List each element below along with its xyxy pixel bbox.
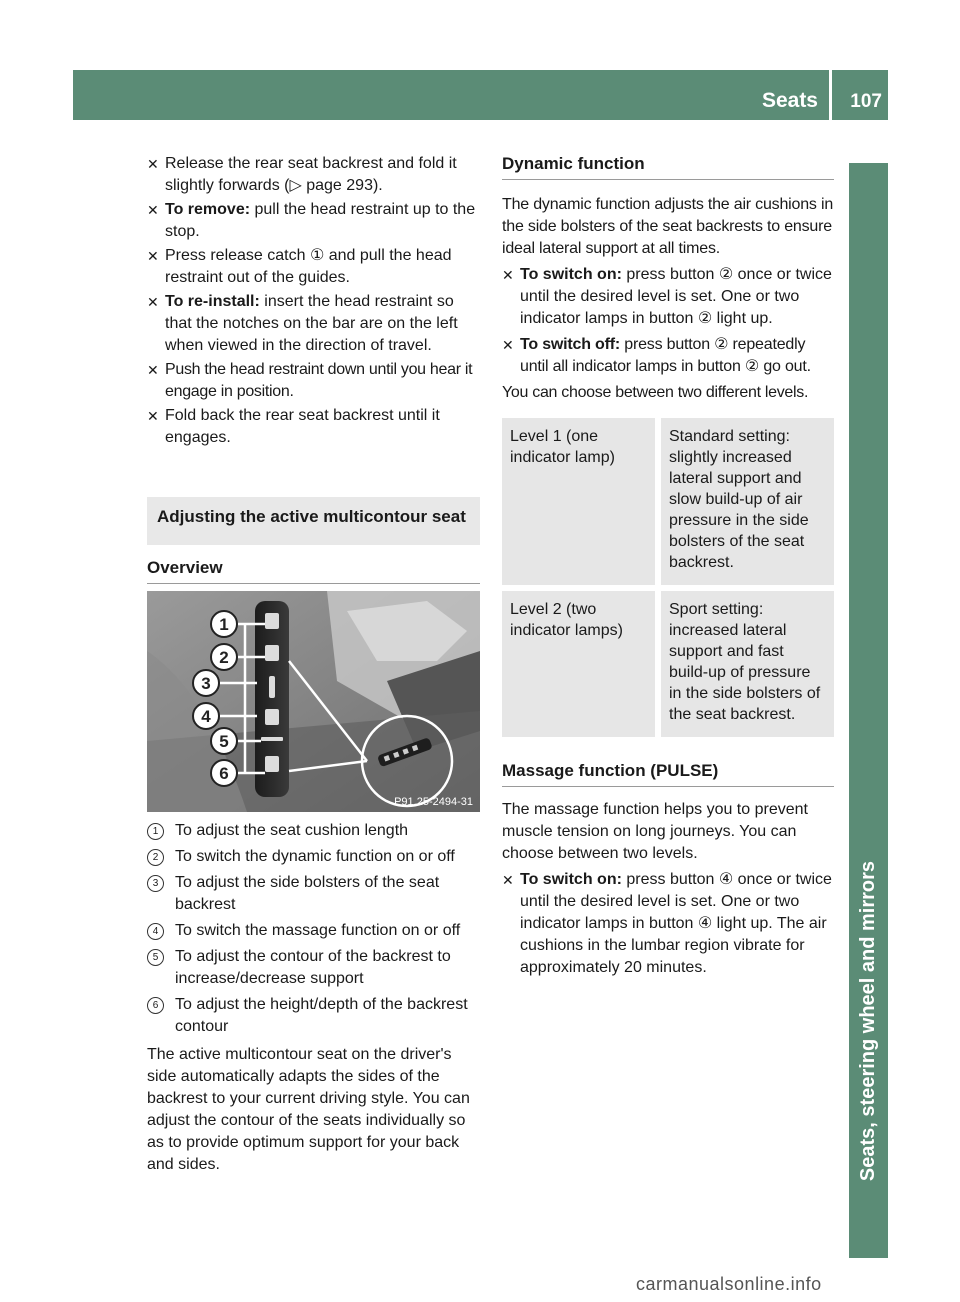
legend-item: 5 To adjust the contour of the backrest to increase/decrease support	[147, 946, 480, 990]
left-steps	[147, 153, 480, 449]
arrow-icon: ✕	[147, 408, 159, 424]
side-tab-label: Seats, steering wheel and mirrors	[857, 860, 879, 1182]
step-item: ✕ Press release catch ① and pull the head restraint out of the guides.	[147, 247, 452, 286]
level-description: Sport setting: increased lateral support and fast build-up of pressure in the side bolsters of the seat backrest.	[658, 588, 834, 737]
arrow-icon: ✕	[147, 362, 159, 378]
figure-legend	[147, 820, 480, 1176]
massage-heading: Massage function (PULSE)	[502, 760, 834, 787]
arrow-icon: ✕	[147, 202, 159, 218]
description-paragraph: The active multicontour seat on the driver's side automatically adapts the sides of the backrest to your current driving style. You can adjust the contour of the seats individually so as to provide optimum support for your back and sides.	[147, 1046, 470, 1173]
svg-text:3: 3	[201, 674, 211, 693]
callout-6	[211, 760, 237, 786]
svg-text:1: 1	[219, 615, 229, 634]
step-item: ✕ To switch off: press button ② repeatedly until all indicator lamps in button ② go out.	[502, 336, 811, 375]
dynamic-heading: Dynamic function	[502, 153, 834, 180]
step-item: ✕ Push the head restraint down until you hear it engage in position.	[147, 361, 473, 400]
step-item: ✕ Fold back the rear seat backrest until it engages.	[147, 407, 440, 446]
table-row	[502, 588, 834, 737]
svg-text:6: 6	[219, 764, 229, 783]
callout-number: 4	[147, 923, 164, 940]
callout-number: 2	[147, 849, 164, 866]
side-chapter-tab	[849, 163, 888, 1258]
dynamic-intro: The dynamic function adjusts the air cushions in the side bolsters of the seat backrests to ensure ideal lateral support at all times.	[502, 196, 834, 257]
legend-item: 4 To switch the massage function on or off	[147, 920, 480, 942]
arrow-icon: ✕	[147, 156, 159, 172]
callout-number: 3	[147, 875, 164, 892]
step-item: ✕ To switch on: press button ④ once or twice until the desired level is set. One or two indicator lamps in button ④ light up. The air cushions in the lumbar region vibrate for approximately 20 minutes.	[502, 871, 832, 976]
step-item: ✕ To re-install: insert the head restraint so that the notches on the bar are on the left when viewed in the direction of travel.	[147, 293, 458, 354]
legend-item: 6 To adjust the height/depth of the backrest contour	[147, 994, 480, 1038]
watermark: carmanualsonline.info	[636, 1274, 822, 1294]
callout-3	[193, 670, 219, 696]
massage-section	[502, 760, 834, 979]
table-row	[502, 418, 834, 588]
section-header	[147, 497, 480, 545]
header-divider	[829, 70, 832, 120]
callout-number: 6	[147, 997, 164, 1014]
callout-1	[211, 611, 237, 637]
arrow-icon: ✕	[502, 337, 514, 353]
page-number: 107	[850, 91, 882, 112]
svg-text:5: 5	[219, 732, 229, 751]
step-item: ✕ Release the rear seat backrest and fold it slightly forwards (▷ page 293).	[147, 155, 457, 194]
arrow-icon: ✕	[147, 294, 159, 310]
callout-2	[211, 644, 237, 670]
levels-table	[502, 418, 834, 737]
level-description: Standard setting: slightly increased lateral support and slow build-up of air pressure in the side bolsters of the seat backrest.	[669, 428, 809, 571]
callout-4	[193, 703, 219, 729]
overview-heading-wrap	[147, 557, 480, 584]
level-cell: Level 1 (one indicator lamp)	[502, 418, 658, 588]
levels-intro: You can choose between two different levels.	[502, 384, 809, 401]
section-title: Adjusting the active multicontour seat	[147, 497, 480, 545]
callout-5	[211, 728, 237, 754]
page-header	[73, 70, 888, 120]
overview-heading: Overview	[147, 557, 480, 584]
arrow-icon: ✕	[502, 872, 514, 888]
figure-code: P91.25-2494-31	[394, 796, 473, 808]
callout-number: 5	[147, 949, 164, 966]
seat-controls-illustration	[147, 591, 480, 812]
step-item: ✕ To remove: pull the head restraint up to the stop.	[147, 201, 476, 240]
legend-item: 3 To adjust the side bolsters of the seat backrest	[147, 872, 480, 916]
svg-text:2: 2	[219, 648, 229, 667]
seat-controls-figure	[147, 591, 480, 812]
svg-text:4: 4	[201, 707, 211, 726]
step-item: ✕ To switch on: press button ② once or twice until the desired level is set. One or two indicator lamps in button ② light up.	[502, 266, 832, 327]
level-cell: Level 2 (two indicator lamps)	[502, 588, 658, 737]
chapter-title: Seats	[761, 89, 818, 112]
massage-intro: The massage function helps you to prevent muscle tension on long journeys. You can choose between two levels.	[502, 801, 808, 862]
arrow-icon: ✕	[147, 248, 159, 264]
dynamic-function-section	[502, 153, 834, 737]
arrow-icon: ✕	[502, 267, 514, 283]
legend-item: 1 To adjust the seat cushion length	[147, 820, 480, 842]
callout-number: 1	[147, 823, 164, 840]
legend-item: 2 To switch the dynamic function on or off	[147, 846, 480, 868]
